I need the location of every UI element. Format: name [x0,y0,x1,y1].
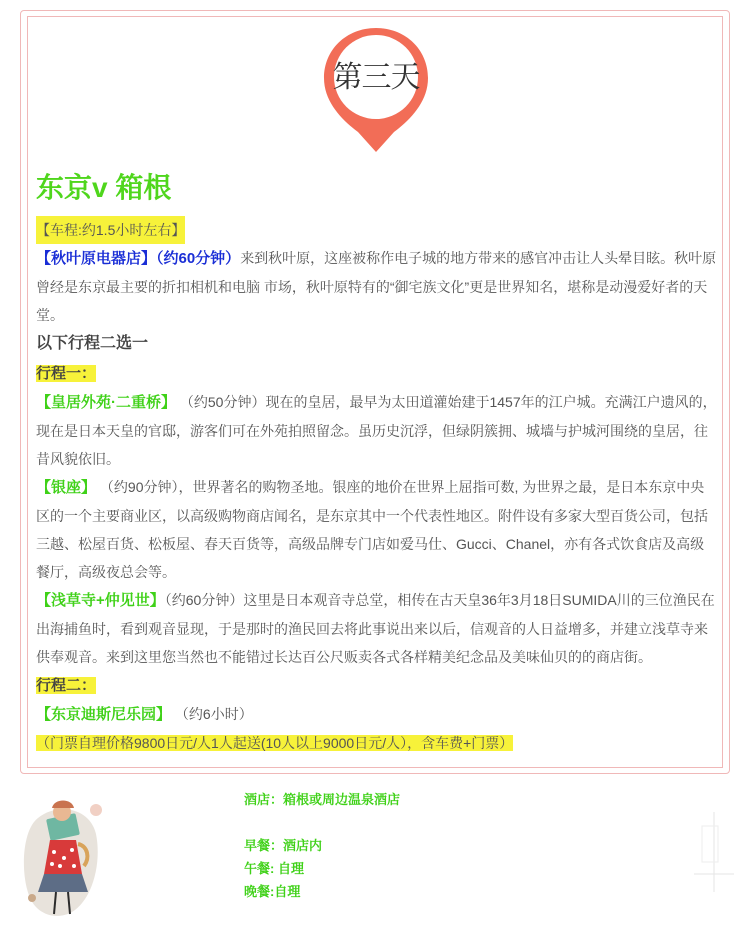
footer [0,782,752,928]
sight-desc: （约90分钟），世界著名的购物圣地。银座的地价在世界上屈指可数, 为世界之最，是日本东京中央区的一个主要商业区，以高级购物商店闻名，是东京其中一个代表性地区。附件设有多家大型百货公司，包括三越、松屋百货、松板屋、春天百货等，高级品牌专门店如爱马仕、Gucci、Chanel，亦有各式饮食店及高级餐厅，高级夜总会等。 [36,479,708,580]
meal-spacer [244,811,400,834]
akihabara-paragraph [36,244,718,329]
sight-paragraph [36,473,718,586]
itinerary-content [36,168,718,757]
choose-heading: 以下行程二选一 [36,335,149,352]
disney-name: 【东京迪斯尼乐园】 [36,706,172,723]
sight-name: 【银座】 [36,479,97,496]
akihabara-name: 【秋叶原电器店】（约60分钟） [36,250,241,267]
disney-duration: （约6小时） [174,706,253,722]
sight-paragraph [36,586,718,671]
route-title: 东京v 箱根 [36,172,172,203]
dinner-info: 晚餐:自理 [244,884,301,899]
akihabara-desc: 来到秋叶原，这座被称作电子城的地方带来的感官冲击让人头晕目眩。秋叶原曾经是东京最主要的折扣相机和电脑 市场，秋叶原特有的“御宅族文化”更是世界知名，堪称是动漫爱好者的天堂。 [36,250,717,323]
day-badge: 第三天 [332,60,420,95]
sight-name: 【浅草寺+仲见世】 [36,592,165,609]
girl-reading-illustration [18,794,104,922]
breakfast-info: 早餐：酒店内 [244,838,323,853]
sight-name: 【皇居外苑·二重桥】 [36,394,176,411]
corner-decoration [694,812,734,912]
sight-desc: （约50分钟）现在的皇居，最早为太田道灌始建于1457年的江户城。充满江户遗风的，现在是日本天皇的官邸，游客们可在外苑拍照留念。虽历史沉浮，但绿阴簇拥、城墙与护城河围绕的皇居，往昔风貌依旧。 [36,394,717,467]
sight-desc: （约60分钟）这里是日本观音寺总堂，相传在古天皇36年3月18日SUMIDA川的三位渔民在出海捕鱼时，看到观音显现，于是那时的渔民回去将此事说出来以后，信观音的人日益增多，并建立浅草寺来供奉观音。来到这里您当然也不能错过长达百公尺贩卖各式各样精美纪念品及美味仙贝的的商店街。 [36,592,715,665]
option1-label: 行程一： [36,365,97,382]
disney-ticket-note: （门票自理价格9800日元/人1人起送(10人以上9000日元/人），含车费+门票） [36,735,514,751]
sight-paragraph [36,388,718,473]
drive-time: 【车程:约1.5小时左右】 [36,216,185,244]
lunch-info: 午餐: 自理 [244,861,304,876]
option2-label: 行程二： [36,677,97,694]
disney-paragraph [36,700,718,757]
hotel-info: 酒店：箱根或周边温泉酒店 [244,792,401,807]
meals-info [244,788,400,903]
